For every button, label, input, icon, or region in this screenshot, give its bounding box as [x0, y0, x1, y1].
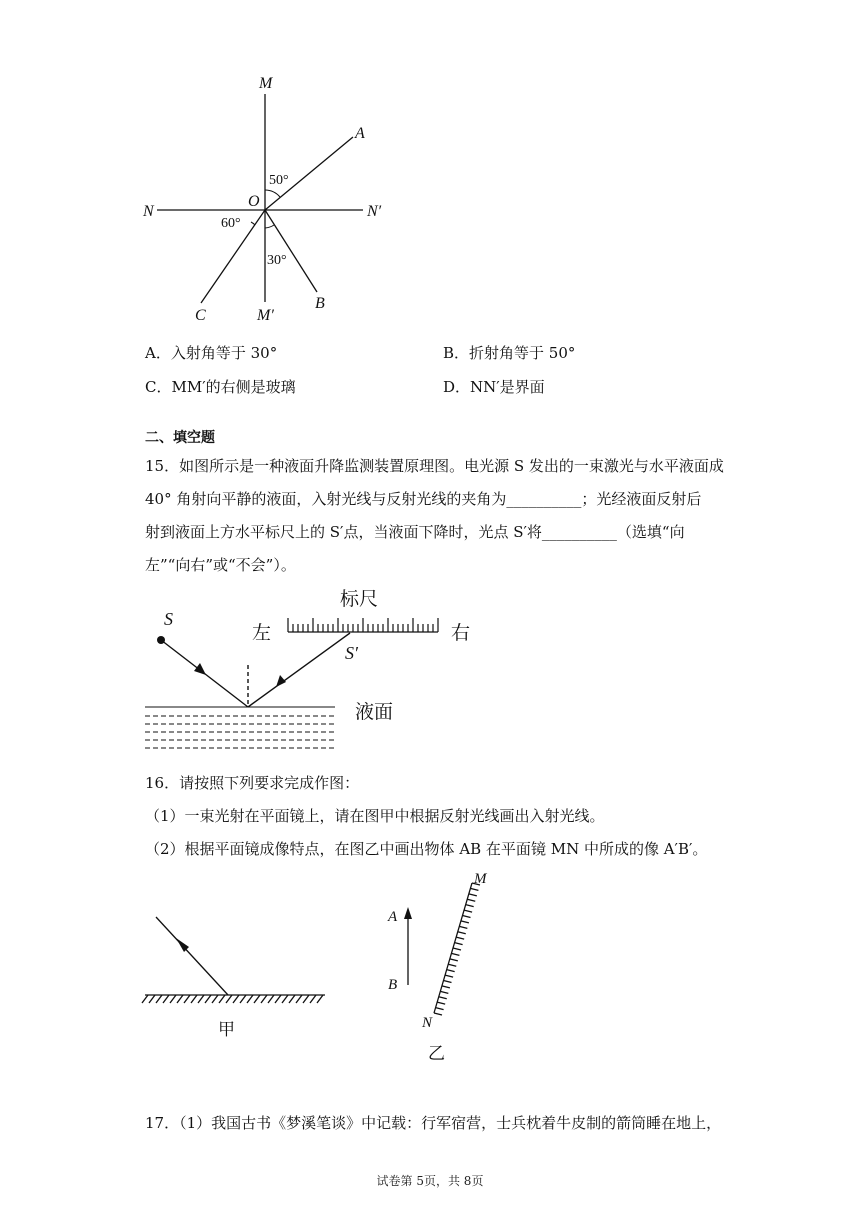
- label-m: M: [259, 75, 273, 92]
- reflected-ray: [248, 633, 350, 707]
- label-left: 左: [252, 622, 272, 644]
- option-c: C．MM′的右侧是玻璃: [145, 378, 296, 396]
- ruler-ticks: [288, 618, 438, 632]
- label-ruler: 标尺: [340, 588, 379, 610]
- q15-line3: 射到液面上方水平标尺上的 S′点，当液面下降时，光点 S′将__________（选填“向: [145, 523, 685, 541]
- label-s-prime: S′: [345, 643, 358, 663]
- label-yi: 乙: [428, 1044, 445, 1064]
- mirror-diagram-jia: [140, 905, 335, 1045]
- q17-line1: 17．（1）我国古书《梦溪笔谈》中记载：行军宿营，士兵枕着牛皮制的箭筒睡在地上，: [145, 1114, 722, 1132]
- object-arrow: [404, 907, 412, 919]
- angle-30: 30°: [267, 253, 287, 268]
- label-a: A: [355, 125, 365, 142]
- q15-line1: 15．如图所示是一种液面升降监测装置原理图。电光源 S 发出的一束激光与水平液面成: [145, 457, 724, 475]
- angle-60: 60°: [221, 216, 241, 231]
- ray-ob: [265, 210, 317, 292]
- label-c: C: [195, 307, 206, 324]
- option-d: D．NN′是界面: [443, 378, 545, 396]
- reflected-ray-jia: [156, 917, 228, 995]
- section-title: 二、填空题: [145, 430, 215, 446]
- q15-line2: 40° 角射向平静的液面，入射光线与反射光线的夹角为__________；光经液面反射后: [145, 490, 702, 508]
- label-m-prime: M′: [257, 307, 274, 324]
- incident-arrow: [194, 663, 206, 675]
- label-b-yi: B: [388, 977, 398, 993]
- reflected-arrow: [276, 675, 286, 687]
- label-o: O: [248, 193, 260, 210]
- q15-line4: 左”“向右”或“不会”）。: [145, 556, 296, 574]
- mirror-diagram-yi: [380, 865, 500, 1065]
- label-right: 右: [451, 622, 471, 644]
- option-b: B．折射角等于 50°: [443, 344, 576, 362]
- label-liquid: 液面: [355, 701, 394, 723]
- label-n-yi: N: [422, 1015, 433, 1031]
- label-s: S: [164, 609, 173, 629]
- label-a-yi: A: [388, 909, 398, 925]
- refraction-diagram: [135, 70, 395, 330]
- label-b: B: [315, 295, 325, 312]
- liquid-level-diagram: [140, 585, 480, 760]
- mirror-hatch: [142, 995, 323, 1003]
- q16-line1: 16．请按照下列要求完成作图：: [145, 774, 360, 792]
- label-m-yi: M: [474, 871, 487, 887]
- label-n-prime: N′: [367, 203, 382, 220]
- mirror-hatch-yi: [434, 883, 480, 1015]
- page-footer: 试卷第 5页，共 8页: [376, 1174, 484, 1188]
- label-n: N: [143, 203, 154, 220]
- q16-line3: （2）根据平面镜成像特点，在图乙中画出物体 AB 在平面镜 MN 中所成的像 A′B′。: [145, 840, 708, 858]
- angle-50: 50°: [269, 173, 289, 188]
- label-jia: 甲: [218, 1020, 235, 1040]
- option-a: A．入射角等于 30°: [145, 344, 278, 362]
- q16-line2: （1）一束光射在平面镜上，请在图甲中根据反射光线画出入射光线。: [145, 807, 605, 825]
